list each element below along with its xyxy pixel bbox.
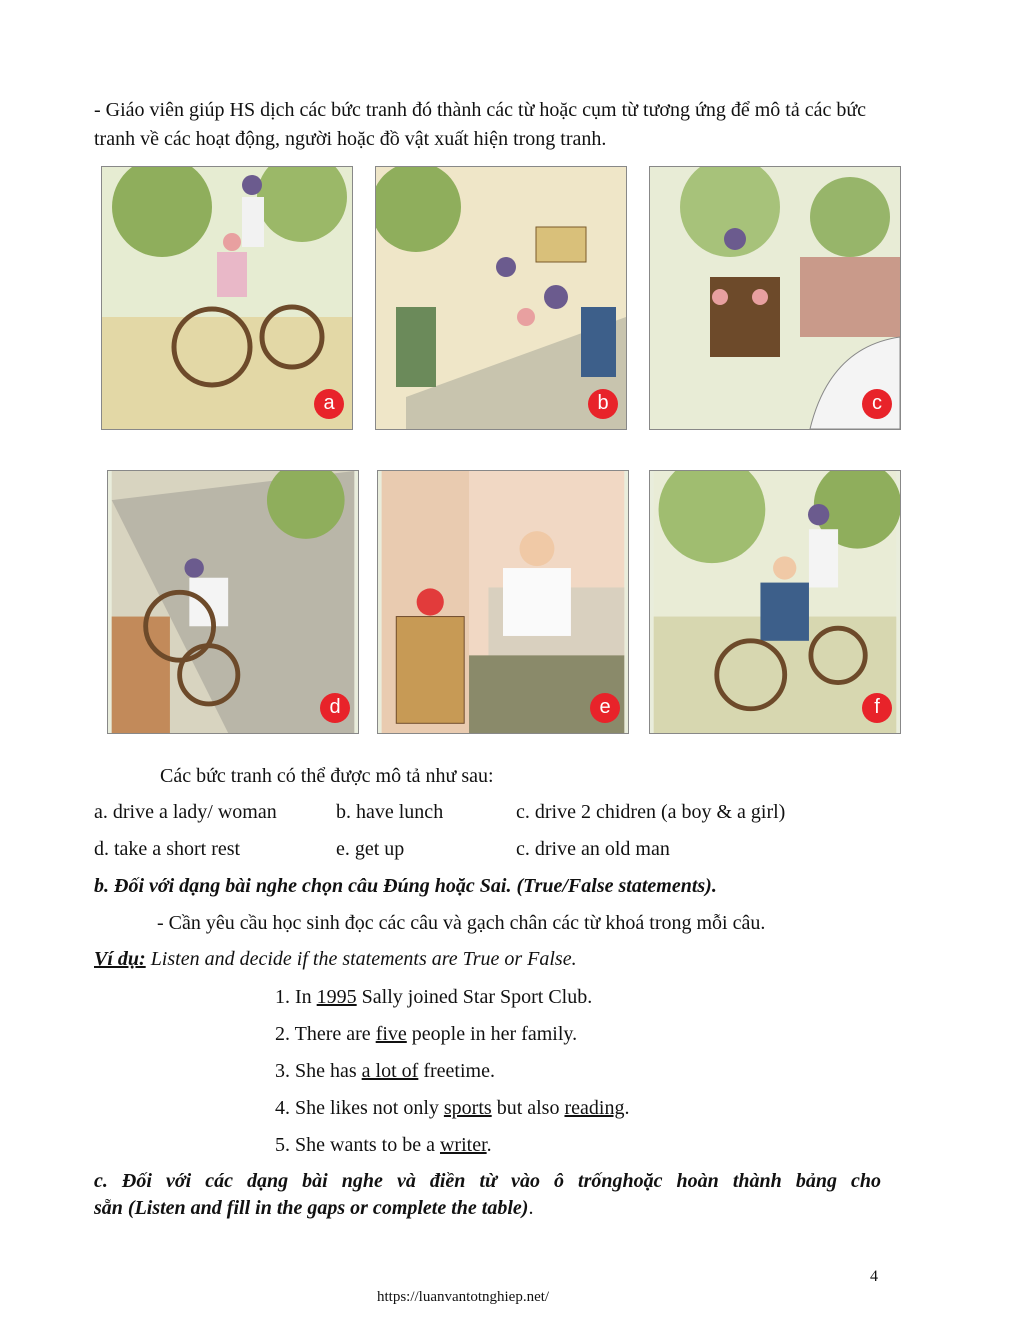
description-item: c. drive an old man [516,838,670,860]
description-item: c. drive 2 chidren (a boy & a girl) [516,801,786,823]
section-c-heading-2: sẵn (Listen and fill in the gaps or complete the table). [94,1197,534,1219]
illustration-c [649,166,901,430]
section-b-heading: b. Đối với dạng bài nghe chọn câu Đúng hoặc Sai. (True/False statements). [94,875,717,897]
description-item: d. take a short rest [94,838,241,860]
example-text: Listen and decide if the statements are True or False. [150,948,577,970]
description-item: e. get up [336,838,405,860]
statement: 3. She has a lot of freetime. [275,1060,495,1082]
description-item: b. have lunch [336,801,444,823]
illustration-b [375,166,627,430]
description-item: a. drive a lady/ woman [94,801,277,823]
intro-paragraph: - Giáo viên giúp HS dịch các bức tranh đó thành các từ hoặc cụm từ tương ứng để mô tả các bức tranh về các hoạt động, người hoặc đồ vật xuất hiện trong tranh. [94,99,867,150]
illustration-f [649,470,901,734]
panel-label-c: c [862,389,892,419]
descriptions-intro: Các bức tranh có thể được mô tả như sau: [160,765,494,787]
panel-label-f: f [862,693,892,723]
panel-label-a: a [314,389,344,419]
footer-url[interactable]: https://luanvantotnghiep.net/ [377,1289,550,1305]
statement: 2. There are five people in her family. [275,1023,578,1045]
section-b-instruction: - Cần yêu cầu học sinh đọc các câu và gạch chân các từ khoá trong mỗi câu. [157,912,766,934]
example-line [94,946,577,972]
example-label: Ví dụ: [94,948,146,970]
illustration-d [107,470,359,734]
statement: 5. She wants to be a writer. [275,1134,492,1156]
statement: 1. In 1995 Sally joined Star Sport Club. [275,986,593,1008]
illustration-a [101,166,353,430]
panel-label-d: d [320,693,350,723]
page-number: 4 [870,1268,878,1285]
section-c-heading-1: c. Đối với các dạng bài nghe và điền từ vào ô trốnghoặc hoàn thành bảng cho [94,1170,881,1192]
statement: 4. She likes not only sports but also reading. [275,1097,630,1119]
panel-label-e: e [590,693,620,723]
panel-label-b: b [588,389,618,419]
illustration-e [377,470,629,734]
